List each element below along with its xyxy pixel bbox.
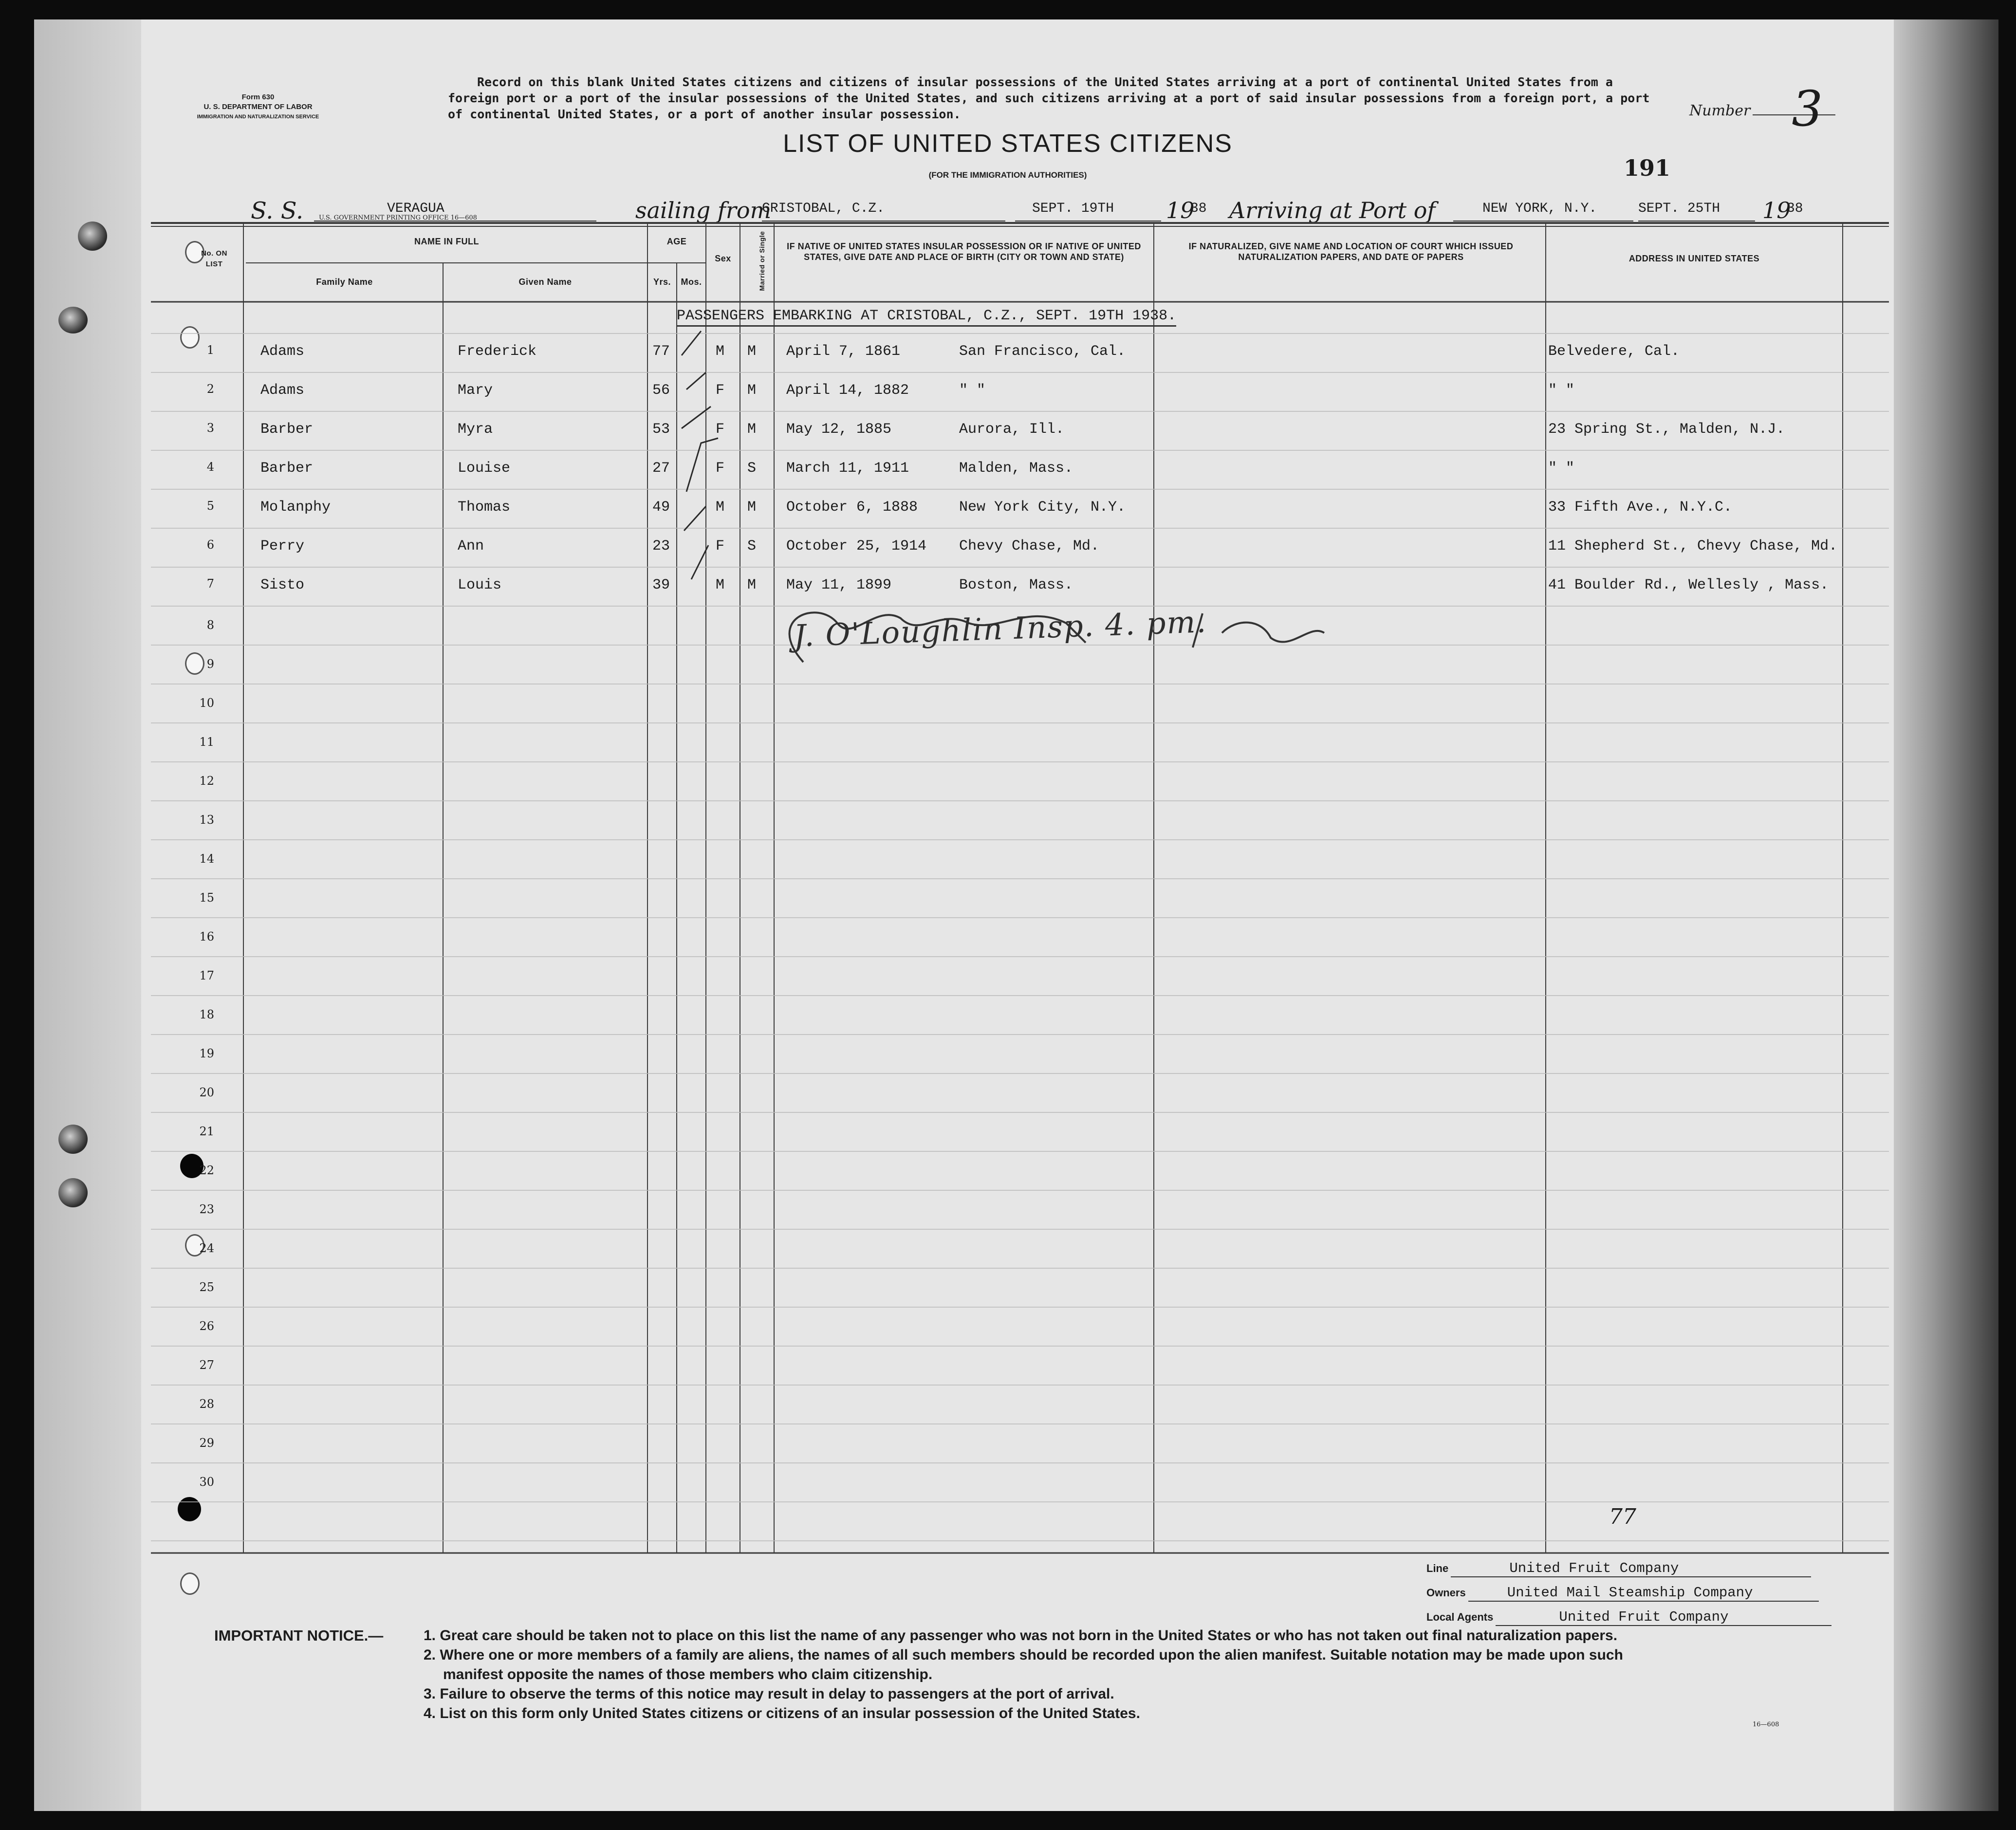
manifest-sheet	[141, 19, 1894, 1811]
row-given-name: Frederick	[458, 343, 537, 360]
row-given-name: Mary	[458, 382, 493, 399]
row-age-years: 49	[652, 499, 670, 516]
row-number: 8	[206, 618, 214, 632]
row-birth-place: Chevy Chase, Md.	[959, 538, 1100, 555]
sailing-from-label: sailing from	[635, 197, 772, 223]
important-notice	[214, 1626, 1869, 1723]
table-row	[141, 421, 1889, 445]
inspector-signature: J. O'Loughlin Insp. 4. pm.	[793, 604, 1208, 654]
row-number: 15	[199, 891, 214, 905]
arrival-date: SEPT. 25TH	[1638, 201, 1720, 216]
row-family-name: Molanphy	[260, 499, 331, 516]
row-family-name: Sisto	[260, 577, 305, 593]
service-name: IMMIGRATION AND NATURALIZATION SERVICE	[197, 114, 319, 120]
row-marital-status: M	[747, 577, 757, 593]
row-number: 16	[199, 930, 214, 943]
instruction-line: of continental United States, or a port of another insular possession.	[448, 107, 961, 121]
row-given-name: Louise	[458, 460, 511, 477]
embarking-note: PASSENGERS EMBARKING AT CRISTOBAL, C.Z., SEPT. 19TH 1938.	[677, 308, 1176, 327]
notice-item-3: 3. Failure to observe the terms of this notice may result in delay to passengers at the port of arrival.	[424, 1686, 1114, 1702]
row-family-name: Barber	[260, 460, 314, 477]
col-header-name-in-full: NAME IN FULL	[414, 237, 479, 246]
number-value: 3	[1792, 80, 1823, 137]
binder-ring	[58, 1178, 88, 1207]
departure-year-prefix: 19	[1166, 197, 1195, 223]
year-stamp: 191	[1624, 155, 1671, 181]
binder-ring	[78, 222, 107, 251]
row-address: 33 Fifth Ave., N.Y.C.	[1548, 499, 1733, 516]
row-birth-date: April 7, 1861	[786, 343, 901, 360]
row-age-years: 23	[652, 538, 670, 555]
row-passenger-no: 3	[206, 421, 214, 435]
row-given-name: Myra	[458, 421, 493, 438]
row-number: 18	[199, 1008, 214, 1021]
row-birth-place: San Francisco, Cal.	[959, 343, 1126, 360]
row-number: 26	[199, 1319, 214, 1333]
line-label: Line	[1426, 1562, 1449, 1574]
notice-item-2: 2. Where one or more members of a family are aliens, the names of all such members should be recorded upon the alien manifest. Suitable notation may be made upon such	[424, 1647, 1623, 1663]
col-header-age: AGE	[666, 237, 687, 246]
arrival-year-prefix: 19	[1762, 197, 1791, 223]
binder-ring	[58, 1125, 88, 1154]
from-port: CRISTOBAL, C.Z.	[762, 201, 885, 216]
page-title: LIST OF UNITED STATES CITIZENS	[783, 129, 1233, 158]
row-birth-date: May 11, 1899	[786, 577, 892, 593]
row-marital-status: M	[747, 499, 757, 516]
row-age-years: 56	[652, 382, 670, 399]
row-sex: M	[716, 343, 725, 360]
col-header-family-name: Family Name	[316, 277, 373, 287]
row-address: " "	[1548, 460, 1575, 477]
col-header-mos: Mos.	[681, 277, 702, 287]
table-row	[141, 382, 1889, 407]
row-number: 28	[199, 1397, 214, 1411]
ss-label: S. S.	[251, 197, 304, 224]
table-row	[141, 538, 1889, 562]
department-name: U. S. DEPARTMENT OF LABOR	[203, 103, 313, 111]
manifest-grid	[141, 19, 1894, 1811]
row-family-name: Barber	[260, 421, 314, 438]
table-row	[141, 460, 1889, 484]
instruction-line: Record on this blank United States citizens and citizens of insular possessions of the United States arriving at a port of continental United States from a	[477, 75, 1613, 89]
owners-value: United Mail Steamship Company	[1468, 1585, 1819, 1602]
row-address: Belvedere, Cal.	[1548, 343, 1680, 360]
row-marital-status: S	[747, 460, 757, 477]
row-birth-date: April 14, 1882	[786, 382, 909, 399]
row-birth-place: " "	[959, 382, 986, 399]
arriving-label: Arriving at Port of	[1229, 197, 1436, 223]
agents-label: Local Agents	[1426, 1611, 1494, 1623]
page-code: 16—608	[1753, 1721, 1779, 1728]
col-header-given-name: Given Name	[518, 277, 572, 287]
departure-date: SEPT. 19TH	[1032, 201, 1114, 216]
notice-item-4: 4. List on this form only United States citizens or citizens of an insular possession of the United States.	[424, 1705, 1140, 1721]
row-number: 22	[199, 1164, 214, 1177]
row-number: 19	[199, 1047, 214, 1060]
printing-code: U.S. GOVERNMENT PRINTING OFFICE 16—608	[319, 214, 477, 222]
row-given-name: Louis	[458, 577, 502, 593]
row-number: 25	[199, 1280, 214, 1294]
row-number: 13	[199, 813, 214, 827]
table-row	[141, 577, 1889, 601]
row-sex: F	[716, 382, 725, 399]
binder-ring	[58, 307, 88, 333]
row-number: 11	[199, 735, 214, 749]
col-header-sex: Sex	[715, 254, 731, 263]
col-header-address: ADDRESS IN UNITED STATES	[1628, 254, 1760, 263]
row-given-name: Thomas	[458, 499, 511, 516]
row-address: " "	[1548, 382, 1575, 399]
departure-year: 38	[1190, 201, 1207, 216]
row-birth-place: Malden, Mass.	[959, 460, 1073, 477]
row-sex: F	[716, 460, 725, 477]
ship-name: VERAGUA	[387, 201, 444, 216]
page-subtitle: (FOR THE IMMIGRATION AUTHORITIES)	[928, 170, 1087, 180]
table-row	[141, 343, 1889, 368]
row-address: 11 Shepherd St., Chevy Chase, Md.	[1548, 538, 1838, 555]
line-value: United Fruit Company	[1451, 1560, 1811, 1577]
row-passenger-no: 2	[206, 382, 214, 396]
owners-label: Owners	[1426, 1587, 1466, 1599]
row-birth-date: October 6, 1888	[786, 499, 918, 516]
col-header-naturalization: IF NATURALIZED, GIVE NAME AND LOCATION OF COURT WHICH ISSUED NATURALIZATION PAPERS, AND DATE OF PAPERS	[1188, 241, 1514, 262]
row-family-name: Adams	[260, 343, 305, 360]
row-birth-date: March 11, 1911	[786, 460, 909, 477]
margin-mark: 77	[1609, 1504, 1636, 1529]
row-passenger-no: 4	[206, 460, 214, 474]
book-page-edge-right	[1887, 19, 1998, 1811]
notice-item-2-cont: manifest opposite the names of those members who claim citizenship.	[443, 1666, 933, 1682]
notice-heading: IMPORTANT NOTICE.—	[214, 1627, 384, 1644]
arrival-port: NEW YORK, N.Y.	[1482, 201, 1597, 216]
row-number: 17	[199, 969, 214, 982]
book-page-edge-left	[34, 19, 146, 1811]
row-birth-date: May 12, 1885	[786, 421, 892, 438]
number-label: Number	[1689, 102, 1751, 119]
row-number: 10	[199, 696, 214, 710]
row-passenger-no: 7	[206, 577, 214, 591]
row-number: 29	[199, 1436, 214, 1450]
table-row	[141, 499, 1889, 523]
agents-value: United Fruit Company	[1496, 1609, 1831, 1626]
col-header-birth-info: IF NATIVE OF UNITED STATES INSULAR POSSESSION OR IF NATIVE OF UNITED STATES, GIVE DATE AND PLACE OF BIRTH (CITY OR TOWN AND STATE)	[787, 241, 1141, 262]
row-age-years: 39	[652, 577, 670, 593]
row-sex: F	[716, 538, 725, 555]
row-number: 23	[199, 1202, 214, 1216]
row-passenger-no: 1	[206, 343, 214, 357]
row-number: 21	[199, 1125, 214, 1138]
col-header-yrs: Yrs.	[653, 277, 671, 287]
row-address: 23 Spring St., Malden, N.J.	[1548, 421, 1785, 438]
instruction-line: foreign port or a port of the insular possessions of the United States, and such citizens arriving at a port of said insular possessions from a foreign port, a port	[448, 91, 1650, 105]
footer-agents	[1426, 1609, 1865, 1626]
row-birth-place: Aurora, Ill.	[959, 421, 1065, 438]
arrival-year: 38	[1787, 201, 1803, 216]
row-marital-status: M	[747, 382, 757, 399]
row-sex: F	[716, 421, 725, 438]
footer-line	[1426, 1560, 1865, 1577]
notice-item-1: 1. Great care should be taken not to place on this list the name of any passenger who was not born in the United States or who has not taken out final naturalization papers.	[424, 1627, 1618, 1644]
row-number: 14	[199, 852, 214, 866]
row-given-name: Ann	[458, 538, 484, 555]
row-family-name: Adams	[260, 382, 305, 399]
row-birth-place: New York City, N.Y.	[959, 499, 1126, 516]
row-number: 12	[199, 774, 214, 788]
row-marital-status: S	[747, 538, 757, 555]
row-address: 41 Boulder Rd., Wellesly , Mass.	[1548, 577, 1829, 593]
row-number: 30	[199, 1475, 214, 1489]
row-passenger-no: 5	[206, 499, 214, 513]
row-number: 9	[206, 657, 214, 671]
form-number: Form 630	[241, 93, 275, 101]
footer-owners	[1426, 1585, 1865, 1602]
row-sex: M	[716, 499, 725, 516]
row-age-years: 53	[652, 421, 670, 438]
row-number: 24	[199, 1241, 214, 1255]
row-marital-status: M	[747, 421, 757, 438]
row-birth-date: October 25, 1914	[786, 538, 927, 555]
row-passenger-no: 6	[206, 538, 214, 552]
row-number: 27	[199, 1358, 214, 1372]
col-header-married-single: Married or Single	[758, 231, 766, 291]
row-family-name: Perry	[260, 538, 305, 555]
row-age-years: 77	[652, 343, 670, 360]
row-age-years: 27	[652, 460, 670, 477]
row-number: 20	[199, 1086, 214, 1099]
col-header-no: No. ON LIST	[201, 249, 227, 268]
row-sex: M	[716, 577, 725, 593]
row-birth-place: Boston, Mass.	[959, 577, 1073, 593]
row-marital-status: M	[747, 343, 757, 360]
